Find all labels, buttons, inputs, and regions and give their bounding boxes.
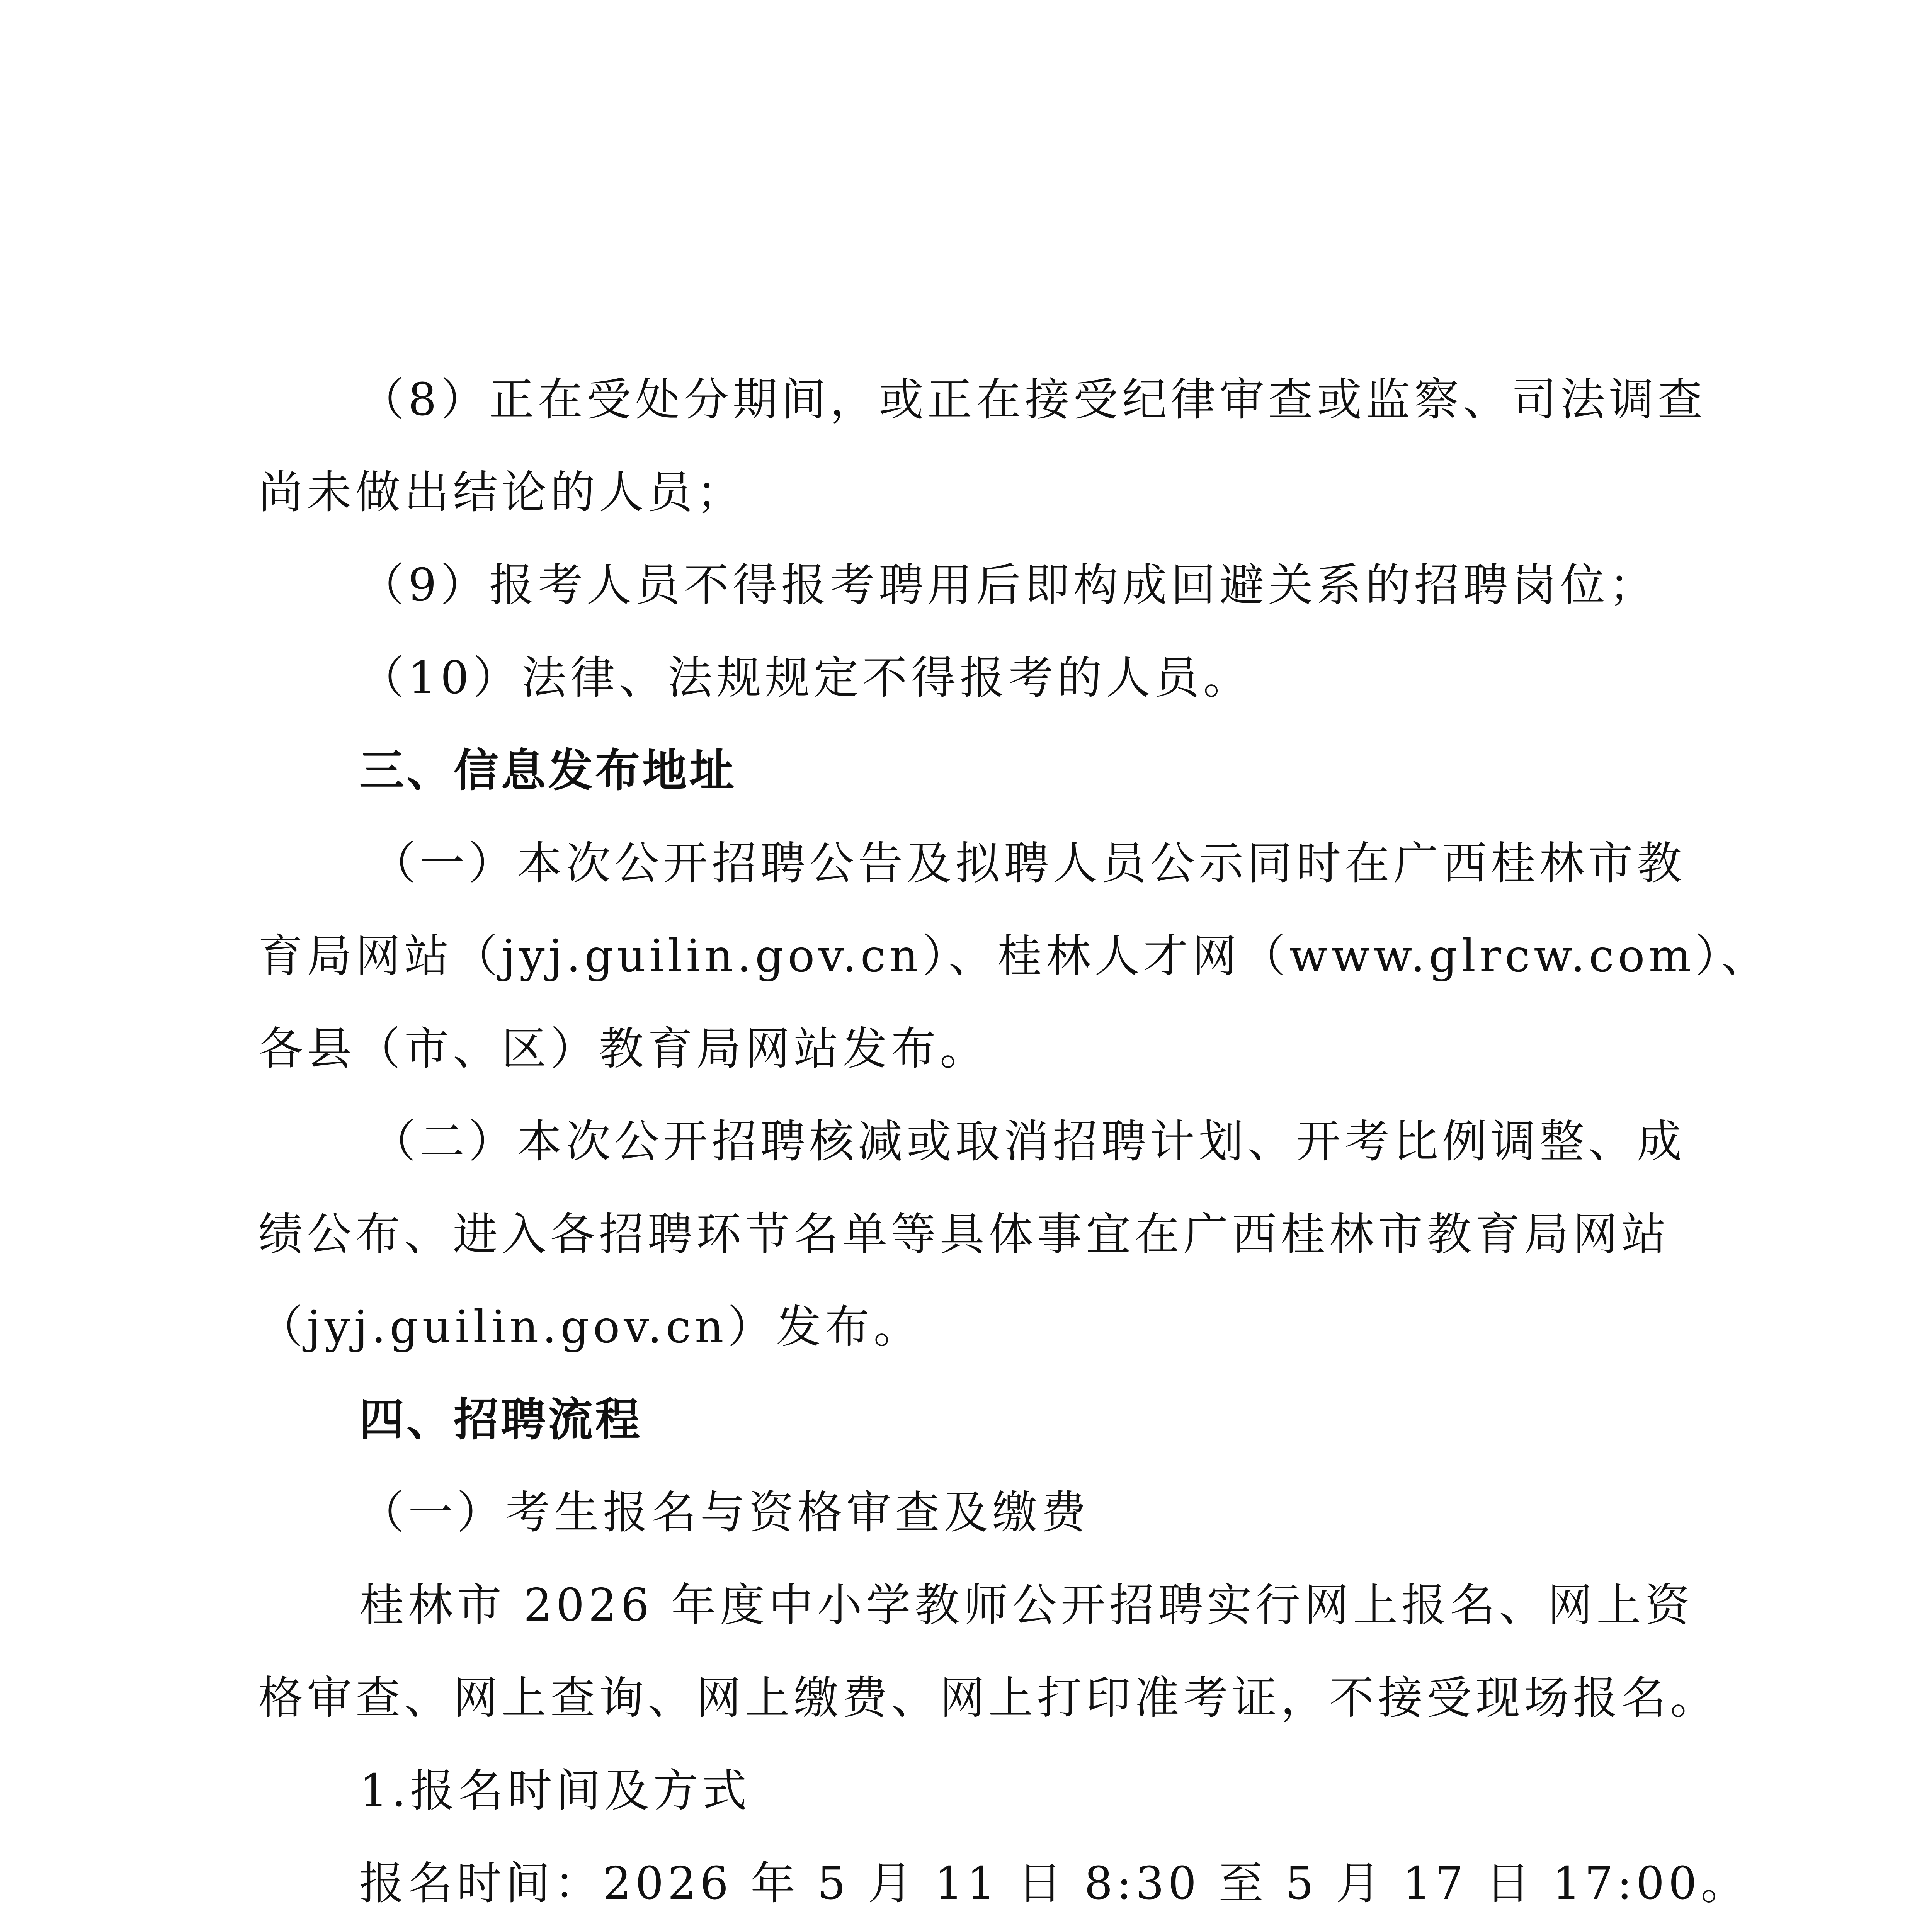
subsection-heading: （一）考生报名与资格审查及缴费	[359, 1486, 1090, 1539]
paragraph-line: 尚未做出结论的人员；	[258, 466, 745, 519]
paragraph-line: （10）法律、法规规定不得报考的人员。	[359, 652, 1252, 704]
section-heading: 三、信息发布地址	[359, 745, 737, 797]
paragraph-line: 桂林市 2026 年度中小学教师公开招聘实行网上报名、网上资	[359, 1579, 1694, 1631]
paragraph-line: 绩公布、进入各招聘环节名单等具体事宜在广西桂林市教育局网站	[258, 1208, 1670, 1260]
paragraph-line: 各县（市、区）教育局网站发布。	[258, 1023, 988, 1075]
section-heading: 四、招聘流程	[359, 1394, 642, 1446]
paragraph-line: （二）本次公开招聘核减或取消招聘计划、开考比例调整、成	[371, 1116, 1686, 1168]
paragraph-line: （一）本次公开招聘公告及拟聘人员公示同时在广西桂林市教	[371, 837, 1686, 889]
paragraph-line: 报名时间：2026 年 5 月 11 日 8:30 至 5 月 17 日 17:00。	[359, 1857, 1750, 1910]
paragraph-line: 格审查、网上查询、网上缴费、网上打印准考证，不接受现场报名。	[258, 1672, 1719, 1724]
paragraph-line: （9）报考人员不得报考聘用后即构成回避关系的招聘岗位；	[359, 559, 1658, 611]
subsection-heading: 1.报名时间及方式	[359, 1765, 751, 1817]
paragraph-line: （jyj.guilin.gov.cn）发布。	[258, 1301, 922, 1353]
paragraph-line: （8）正在受处分期间，或正在接受纪律审查或监察、司法调查	[359, 374, 1706, 426]
paragraph-line: 育局网站（jyj.guilin.gov.cn）、桂林人才网（www.glrcw.com）、	[258, 930, 1770, 982]
